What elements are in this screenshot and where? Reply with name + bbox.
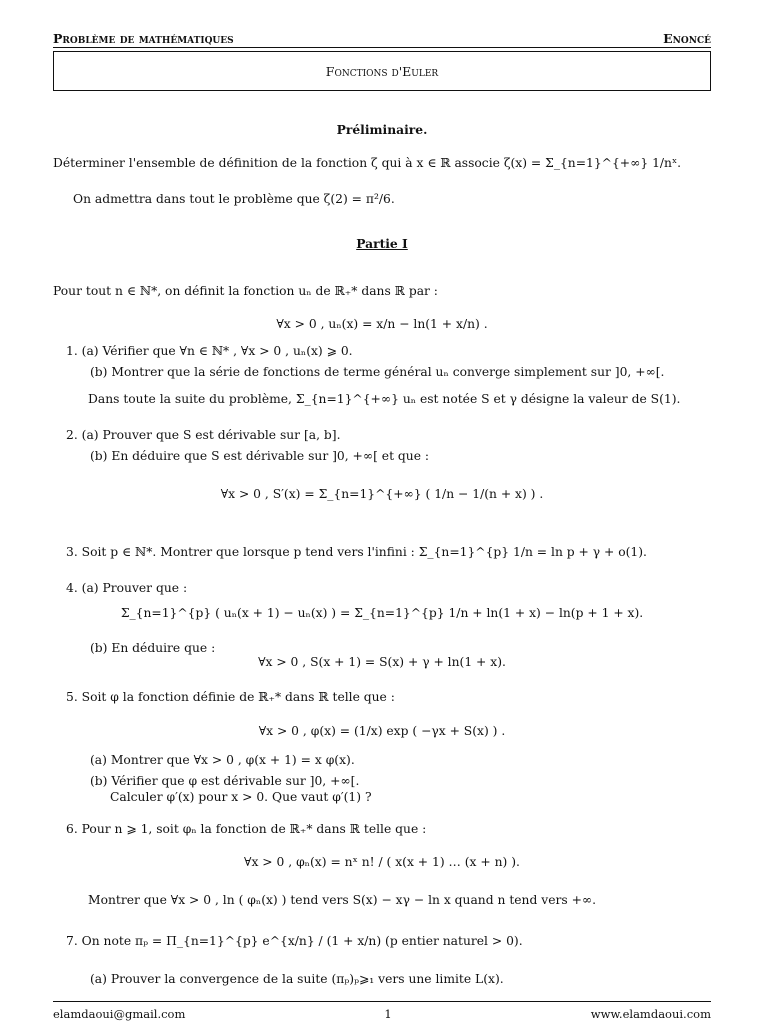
page-number: 1: [384, 1007, 392, 1021]
q1a: 1. (a) Vérifier que ∀n ∈ ℕ* , ∀x > 0 , uₙ(x) ⩾ 0.: [66, 344, 353, 358]
q7a: (a) Prouver la convergence de la suite (πₚ)ₚ⩾₁ vers une limite L(x).: [90, 972, 504, 986]
partie1-intro: Pour tout n ∈ ℕ*, on définit la fonction uₙ de ℝ₊* dans ℝ par :: [53, 284, 438, 298]
q6b: Montrer que ∀x > 0 , ln ( φₙ(x) ) tend vers S(x) − xγ − ln x quand n tend vers +∞.: [88, 893, 597, 907]
preliminaire-heading: Préliminaire.: [336, 122, 428, 137]
q7: 7. On note πₚ = Π_{n=1}^{p} e^{x/n} / (1 + x/n) (p entier naturel > 0).: [66, 934, 523, 948]
q5: 5. Soit φ la fonction définie de ℝ₊* dans ℝ telle que :: [66, 690, 395, 704]
preliminaire-line1: Déterminer l'ensemble de définition de la fonction ζ qui à x ∈ ℝ associe ζ(x) = Σ_{n=1}^{+∞} 1/nˣ.: [53, 156, 682, 170]
q6: 6. Pour n ⩾ 1, soit φₙ la fonction de ℝ₊* dans ℝ telle que :: [66, 822, 427, 836]
q1c: Dans toute la suite du problème, Σ_{n=1}^{+∞} uₙ est notée S et γ désigne la valeur de S(1).: [88, 392, 681, 406]
page-title: Fonctions d'Euler: [325, 63, 439, 79]
title-box: [53, 51, 711, 91]
footer-website: www.elamdaoui.com: [590, 1007, 711, 1021]
page-footer: [53, 1001, 711, 1021]
q2a: 2. (a) Prouver que S est dérivable sur [a, b].: [66, 428, 341, 442]
q6-formula: ∀x > 0 , φₙ(x) = nˣ n! / ( x(x + 1) … (x + n) ).: [244, 855, 520, 869]
header-left: Problème de mathématiques: [53, 31, 234, 46]
q3: 3. Soit p ∈ ℕ*. Montrer que lorsque p tend vers l'infini : Σ_{n=1}^{p} 1/n = ln p + γ + o(1).: [66, 545, 647, 559]
def-un-formula: ∀x > 0 , uₙ(x) = x/n − ln(1 + x/n) .: [276, 317, 488, 331]
partie1-heading: Partie I: [356, 236, 408, 251]
footer-email: elamdaoui@gmail.com: [53, 1007, 186, 1021]
q4a: 4. (a) Prouver que :: [66, 581, 188, 595]
page-header: [53, 31, 711, 48]
q5a: (a) Montrer que ∀x > 0 , φ(x + 1) = x φ(x).: [90, 753, 355, 767]
q5c: Calculer φ′(x) pour x > 0. Que vaut φ′(1) ?: [110, 790, 372, 804]
preliminaire-line2: On admettra dans tout le problème que ζ(2) = π²/6.: [73, 192, 395, 206]
q2-formula: ∀x > 0 , S′(x) = Σ_{n=1}^{+∞} ( 1/n − 1/(n + x) ) .: [220, 487, 544, 501]
q4-formula: Σ_{n=1}^{p} ( uₙ(x + 1) − uₙ(x) ) = Σ_{n=1}^{p} 1/n + ln(1 + x) − ln(p + 1 + x).: [120, 606, 644, 620]
q5-formula: ∀x > 0 , φ(x) = (1/x) exp ( −γx + S(x) ) .: [258, 724, 506, 738]
q5b: (b) Vérifier que φ est dérivable sur ]0, +∞[.: [90, 774, 360, 788]
q1b: (b) Montrer que la série de fonctions de terme général uₙ converge simplement sur ]0, +∞[.: [90, 365, 665, 379]
q4b-formula: ∀x > 0 , S(x + 1) = S(x) + γ + ln(1 + x).: [258, 655, 506, 669]
q4b: (b) En déduire que :: [90, 641, 216, 655]
q2b: (b) En déduire que S est dérivable sur ]0, +∞[ et que :: [90, 449, 430, 463]
header-right: Enoncé: [663, 31, 711, 46]
